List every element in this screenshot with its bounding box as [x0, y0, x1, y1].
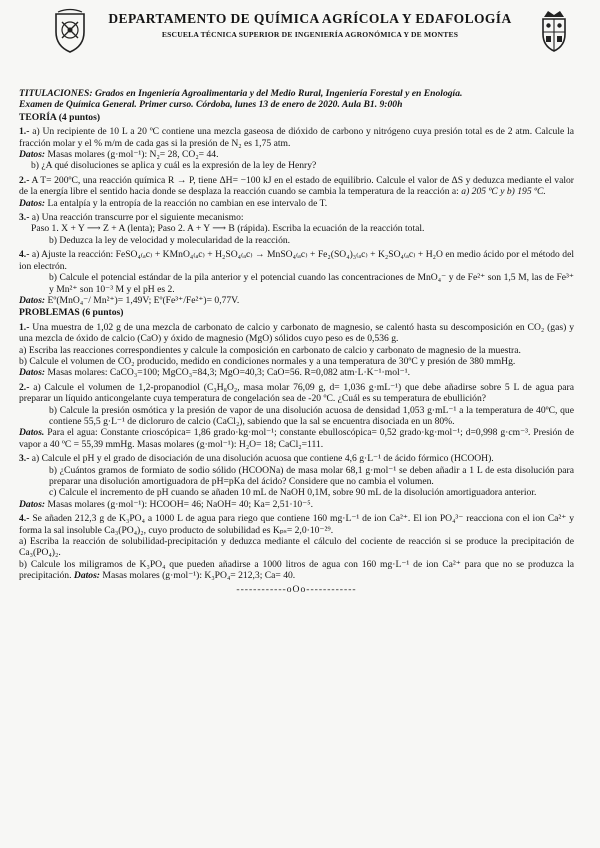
question-number: 3.- [19, 212, 30, 224]
exam-info [19, 88, 574, 111]
problem-3 [19, 453, 574, 510]
problem-1 [19, 322, 574, 379]
university-crest-icon [50, 8, 90, 54]
royal-crest-icon [534, 8, 574, 54]
school-title: ESCUELA TÉCNICA SUPERIOR DE INGENIERÍA AGRONÓMICA Y DE MONTES [161, 30, 459, 39]
question-part-b: b) Calcule el potencial estándar de la pila anterior y el potencial cuando las concentraciones de MnO₄⁻ y de Fe²⁺ son 1,5 M, las de Fe³⁺ y Mn²⁺ son 10⁻³ M y el pH es 2. [49, 272, 574, 295]
question-number: 4.- [19, 249, 30, 261]
mechanism-steps: Paso 1. X + Y ⟶ Z + A (lenta); Paso 2. A + Y ⟶ B (rápida). Escriba la ecuación de la reacción total. [31, 223, 425, 235]
problem-number: 3.- [19, 453, 30, 465]
page-header [95, 10, 525, 39]
data-text: Masas molares (g·mol⁻¹): N₂= 28, CO₂= 44. [47, 149, 219, 161]
data-label: Datos: [73, 570, 101, 582]
data-text: Masas molares (g·mol⁻¹): HCOOH= 46; NaOH= 40; Ka= 2,51·10⁻⁵. [47, 498, 313, 510]
problem-part-c: c) Calcule el incremento de pH cuando se añaden 10 mL de NaOH 0,1M, sobre 90 mL de la disolución amortiguadora anterior. [49, 487, 537, 499]
theory-question-2 [19, 175, 574, 209]
question-part-a: a) Ajuste la reacción: FeSO₄₍ₐc₎ + KMnO₄₍ₐc₎ + H₂SO₄₍ₐc₎ → MnSO₄₍ₐc₎ + Fe₂(SO₄)₃₍ₐc₎ + K₂SO₄₍ₐc₎ + H₂O en medio ácido por el método del ion electrón. [19, 249, 574, 272]
data-text: Eº(MnO₄⁻/ Mn²⁺)= 1,49V; Eº(Fe³⁺/Fe²⁺)= 0,77V. [47, 294, 240, 306]
degrees-line: TITULACIONES: Grados en Ingeniería Agroalimentaria y del Medio Rural, Ingeniería Forestal y en Enología. [19, 88, 463, 99]
data-label: Datos: [19, 149, 46, 161]
data-label: Datos. [19, 427, 45, 439]
question-number: 1.- [19, 126, 30, 138]
data-label: Datos: [19, 294, 46, 306]
problem-number: 1.- [19, 321, 30, 333]
data-label: Datos: [19, 367, 46, 379]
problem-part-b: b) Calcule la presión osmótica y la presión de vapor de una disolución acuosa de densidad 1,053 g·mL⁻¹ a la temperatura de 40ºC, que contiene 55,5 g·L⁻¹ de dicloruro de calcio (CaCl₂), sabiendo que la sal se encuentra disociada en un 80%. [49, 404, 574, 427]
question-part-b: b) ¿A qué disoluciones se aplica y cuál es la expresión de la ley de Henry? [31, 160, 317, 172]
question-options: a) 205 ºC y b) 195 ºC. [461, 186, 546, 198]
department-title: DEPARTAMENTO DE QUÍMICA AGRÍCOLA Y EDAFOLOGÍA [108, 11, 512, 26]
problem-number: 2.- [19, 381, 30, 393]
data-text: Masas molares: CaCO₃=100; MgCO₃=84,3; MgO=40,3; CaO=56. R=0,082 atm·L·K⁻¹·mol⁻¹. [47, 367, 410, 379]
problem-part-a: a) Calcule el volumen de 1,2-propanodiol (C₃H₈O₂, masa molar 76,09 g, d= 1,036 g·mL⁻¹) que debe añadirse sobre 5 L de agua para preparar un líquido anticongelante cuya temperatura de congelación sea de -20 ºC. ¿Cuál es su temperatura de ebullición? [19, 381, 575, 405]
page-footer: ------------oOo------------ [236, 583, 357, 595]
problem-number: 4.- [19, 513, 30, 525]
data-text: Para el agua: Constante crioscópica= 1,86 grado·kg·mol⁻¹; constante ebulloscópica= 0,52 grado·kg·mol⁻¹; d=0,998 g·cm⁻³. Presión de vapor a 40 ºC = 55,39 mmHg. Masas molares (g·mol⁻¹): H₂O= 18; CaCl₂=111. [19, 427, 574, 450]
exam-content [19, 88, 574, 595]
problem-part-a: a) Escriba la reacción de solubilidad-precipitación y deduzca mediante el cálculo del cociente de reacción si se produce la precipitación de Ca₃(PO₄)₂. [19, 536, 574, 559]
question-part-a: a) Un recipiente de 10 L a 20 ºC contiene una mezcla gaseosa de dióxido de carbono y nitrógeno cuya presión total es de 2 atm. Calcule la fracción molar y el % m/m de cada gas si la presión de N₂ es 1,75 atm. [19, 126, 574, 149]
theory-question-3 [19, 212, 574, 246]
problem-part-b: b) Calcule los miligramos de K₃PO₄ que pueden añadirse a 1000 litros de agua con 160 mg·L⁻¹ de ion Ca²⁺ para que no se produzca la precipitación. [19, 558, 574, 582]
problem-part-b: b) Calcule el volumen de CO₂ producido, medido en condiciones normales y a una temperatura de 30ºC y presión de 380 mmHg. [19, 355, 516, 367]
question-number: 2.- [19, 174, 30, 186]
problem-4 [19, 513, 574, 581]
theory-question-4 [19, 249, 574, 306]
data-text: Masas molares (g·mol⁻¹): K₃PO₄= 212,3; Ca= 40. [102, 570, 296, 582]
question-text: A T= 200ºC, una reacción química R → P, tiene ΔH= −100 kJ en el estado de equilibrio. Calcule el valor de ΔS y deduzca mediante el valor de la energía libre el sentido hacia donde se desplaza la reacción cuando se cambia la temperatura de la reacción a: [19, 174, 574, 198]
data-label: Datos: [19, 197, 46, 209]
problem-text: Se añaden 212,3 g de K₃PO₄ a 1000 L de agua para riego que contiene 160 mg·L⁻¹ de ion Ca²⁺. El ion PO₄³⁻ reacciona con el ion Ca²⁺ y forma la sal insoluble Ca₃(PO₄)₂, cuyo producto de solubilidad es Kₚₛ= 2,0·10⁻²⁹. [19, 513, 574, 536]
question-part-b: b) Deduzca la ley de velocidad y molecularidad de la reacción. [49, 234, 291, 246]
data-text: La entalpía y la entropía de la reacción no cambian en ese intervalo de T. [47, 197, 328, 209]
problem-2 [19, 382, 574, 450]
problem-text: Una muestra de 1,02 g de una mezcla de carbonato de calcio y carbonato de magnesio, se calentó hasta su descomposición en CO₂ (gas) y una mezcla de óxido de calcio (CaO) y óxido de magnesio (MgO) sólidos cuyo peso es de 0,536 g. [19, 321, 574, 345]
data-label: Datos: [19, 498, 46, 510]
theory-title: TEORÍA (4 puntos) [19, 111, 101, 123]
session-line: Examen de Química General. Primer curso. Córdoba, lunes 13 de enero de 2020. Aula B1. 9:00h [19, 99, 403, 111]
problems-title: PROBLEMAS (6 puntos) [19, 307, 124, 319]
problem-part-a: a) Escriba las reacciones correspondientes y calcule la composición en carbonato de calcio y carbonato de magnesio de la muestra. [19, 344, 521, 356]
theory-question-1 [19, 126, 574, 172]
problem-part-a: a) Calcule el pH y el grado de disociación de una disolución acuosa que contiene 4,6 g·L⁻¹ de ácido fórmico (HCOOH). [31, 453, 494, 465]
question-part-a: a) Una reacción transcurre por el siguiente mecanismo: [31, 212, 244, 224]
problem-part-b: b) ¿Cuántos gramos de formiato de sodio sólido (HCOONa) de masa molar 68,1 g·mol⁻¹ se deben añadir a 1 L de esta disolución para preparar una disolución amortiguadora de pH=pKa del ácido? Considere que no cambia el volumen. [49, 464, 574, 487]
